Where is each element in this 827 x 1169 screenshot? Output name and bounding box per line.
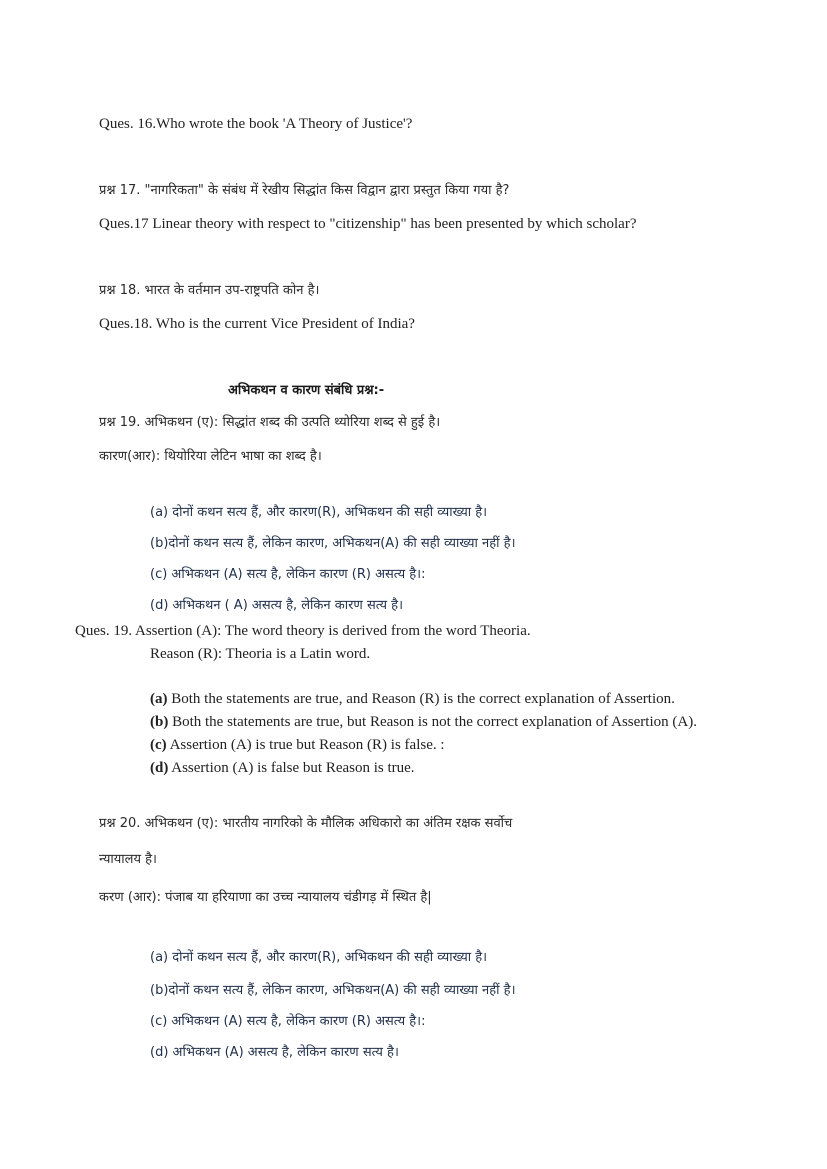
q19-hindi-option-a: (a) दोनों कथन सत्य हैं, और कारण(R), अभिकथन की सही व्याख्या है। — [150, 505, 488, 520]
option-label: (d) — [150, 760, 169, 776]
section-heading: अभिकथन व कारण संबंधि प्रश्न:- — [228, 383, 385, 398]
q19-english-assertion: Ques. 19. Assertion (A): The word theory is derived from the word Theoria. — [75, 623, 531, 639]
q19-english-option-c — [150, 735, 445, 755]
q20-hindi-option-b: (b)दोनों कथन सत्य हैं, लेकिन कारण, अभिकथन(A) की सही व्याख्या नहीं है। — [150, 983, 516, 998]
q20-hindi-assertion-line2: न्यायालय है। — [99, 852, 157, 867]
q19-hindi-option-c: (c) अभिकथन (A) सत्य है, लेकिन कारण (R) असत्य है।: — [150, 567, 426, 582]
q18-hindi: प्रश्न 18. भारत के वर्तमान उप-राष्ट्रपति कोन है। — [99, 283, 320, 298]
option-label: (b) — [150, 714, 169, 730]
q19-hindi-assertion: प्रश्न 19. अभिकथन (ए): सिद्धांत शब्द की उत्पति थ्योरिया शब्द से हुई है। — [99, 415, 441, 430]
q20-hindi-option-d: (d) अभिकथन (A) असत्य है, लेकिन कारण सत्य है। — [150, 1045, 399, 1060]
q19-hindi-option-d: (d) अभिकथन ( A) असत्य है, लेकिन कारण सत्य है। — [150, 598, 404, 613]
option-label: (c) — [150, 737, 167, 753]
option-label: (a) — [150, 691, 168, 707]
q19-english-option-d — [150, 758, 415, 778]
q19-english-reason: Reason (R): Theoria is a Latin word. — [150, 646, 371, 662]
q20-hindi-option-a: (a) दोनों कथन सत्य हैं, और कारण(R), अभिकथन की सही व्याख्या है। — [150, 950, 488, 965]
q20-hindi-reason: करण (आर): पंजाब या हरियाणा का उच्च न्यायालय चंडीगड़ में स्थित है| — [99, 890, 432, 905]
q19-english-option-a — [150, 689, 675, 709]
q19-english-option-b — [150, 712, 697, 732]
option-text: Both the statements are true, but Reason is not the correct explanation of Assertion (A). — [168, 714, 697, 730]
option-text: Assertion (A) is false but Reason is true. — [168, 760, 415, 776]
q16-english: Ques. 16.Who wrote the book 'A Theory of Justice'? — [99, 116, 413, 132]
option-text: Both the statements are true, and Reason (R) is the correct explanation of Assertion. — [167, 691, 675, 707]
q19-hindi-reason: कारण(आर): थियोरिया लेटिन भाषा का शब्द है। — [99, 449, 322, 464]
q17-hindi: प्रश्न 17. "नागरिकता" के संबंध में रेखीय सिद्धांत किस विद्वान द्वारा प्रस्तुत किया गया है? — [99, 183, 510, 198]
q19-hindi-option-b: (b)दोनों कथन सत्य हैं, लेकिन कारण, अभिकथन(A) की सही व्याख्या नहीं है। — [150, 536, 516, 551]
q17-english: Ques.17 Linear theory with respect to "citizenship" has been presented by which scholar? — [99, 216, 637, 232]
q20-hindi-option-c: (c) अभिकथन (A) सत्य है, लेकिन कारण (R) असत्य है।: — [150, 1014, 426, 1029]
q20-hindi-assertion-line1: प्रश्न 20. अभिकथन (ए): भारतीय नागरिको के मौलिक अधिकारो का अंतिम रक्षक सर्वोच — [99, 816, 513, 831]
q18-english: Ques.18. Who is the current Vice President of India? — [99, 316, 415, 332]
option-text: Assertion (A) is true but Reason (R) is false. : — [166, 737, 445, 753]
